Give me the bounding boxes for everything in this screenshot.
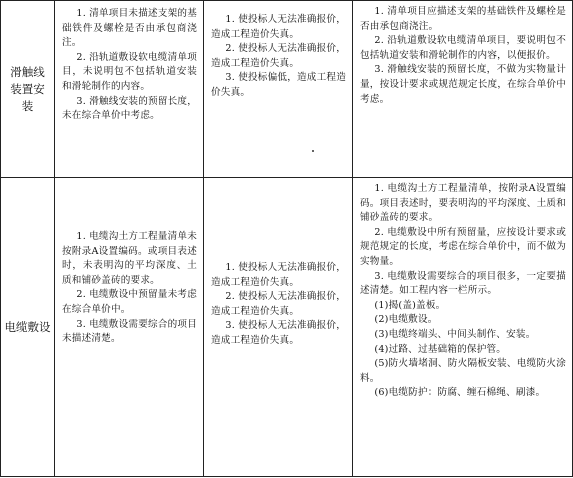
item-name-cell [1, 178, 55, 477]
problem-item: 3. 滑触线安装的预留长度，未在综合单价中考虑。 [62, 95, 197, 122]
solution-item: 1. 清单项目应描述支架的基础铁件及螺栓是否由承包商浇注。 [360, 6, 566, 32]
impacts-cell [204, 178, 353, 477]
problems-cell [55, 178, 204, 477]
stray-dot-mark [312, 150, 314, 152]
item-name: 滑触线装置安装 [10, 64, 45, 113]
problems-cell [55, 1, 204, 178]
problem-item: 1. 清单项目未描述支架的基础铁件及螺栓是否由承包商浇注。 [62, 8, 197, 49]
solution-subitem: (5)防火墙堵洞、防火隔板安装、电缆防火涂料。 [360, 358, 566, 384]
solution-item: 2. 沿轨道敷设软电缆清单项目，要说明包不包括轨道安装和滑轮制作的内容，以便报价。 [360, 35, 566, 61]
impact-item: 1. 使投标人无法准确报价，造成工程造价失真。 [211, 14, 346, 40]
solution-subitem: (3)电缆终端头、中间头制作、安装。 [374, 328, 536, 340]
table-row-sliding-contact-line [1, 1, 573, 178]
impact-item: 2. 使投标人无法准确报价，造成工程造价失真。 [211, 43, 346, 69]
solution-item: 3. 电缆敷设需要综合的项目很多，一定要描述清楚。如工程内容一栏所示。 [360, 270, 566, 297]
solution-item: 2. 电缆敷设中所有预留量，应按设计要求或规范规定的长度，考虑在综合单价中，而不做为实物量。 [360, 226, 566, 267]
solution-subitem: (1)揭(盖)盖板。 [374, 299, 446, 311]
table-row-cable-laying [1, 178, 573, 477]
item-name: 电缆敷设 [4, 319, 51, 334]
problem-item: 1. 电缆沟土方工程量清单未按附录A设置编码。或项目表述时，未表明沟的平均深度、土质和铺砂盖砖的要求。 [62, 231, 197, 286]
solution-subitem: (4)过路、过基础箱的保护管。 [374, 343, 507, 355]
solution-item: 1. 电缆沟土方工程量清单，按附录A设置编码。项目表述时，要表明沟的平均深度、土质和铺砂盖砖的要求。 [360, 183, 566, 224]
problem-item: 3. 电缆敷设需要综合的项目未描述清楚。 [62, 318, 197, 345]
solution-subitem: (2)电缆敷设。 [374, 314, 438, 326]
impact-item: 3. 使投标人无法准确报价，造成工程造价失真。 [211, 320, 346, 346]
impact-item: 2. 使投标人无法准确报价，造成工程造价失真。 [211, 291, 346, 317]
item-name-cell [1, 1, 55, 178]
problem-item: 2. 电缆敷设中预留量未考虑在综合单价中。 [62, 289, 197, 315]
impacts-cell [204, 1, 353, 178]
impact-item: 3. 使投标偏低，造成工程造价失真。 [211, 72, 346, 98]
problem-item: 2. 沿轨道敷设软电缆清单项目，未说明包不包括轨道安装和滑轮制作的内容。 [62, 51, 197, 92]
solutions-cell [353, 1, 573, 178]
solution-subitem: (6)电缆防护：防腐、缠石棉绳、刷漆。 [374, 387, 546, 399]
solutions-cell [353, 178, 573, 477]
impact-item: 1. 使投标人无法准确报价，造成工程造价失真。 [211, 262, 346, 288]
solution-item: 3. 滑触线安装的预留长度，不做为实物量计量，按设计要求或规范规定长度，在综合单价中考虑。 [360, 64, 566, 105]
